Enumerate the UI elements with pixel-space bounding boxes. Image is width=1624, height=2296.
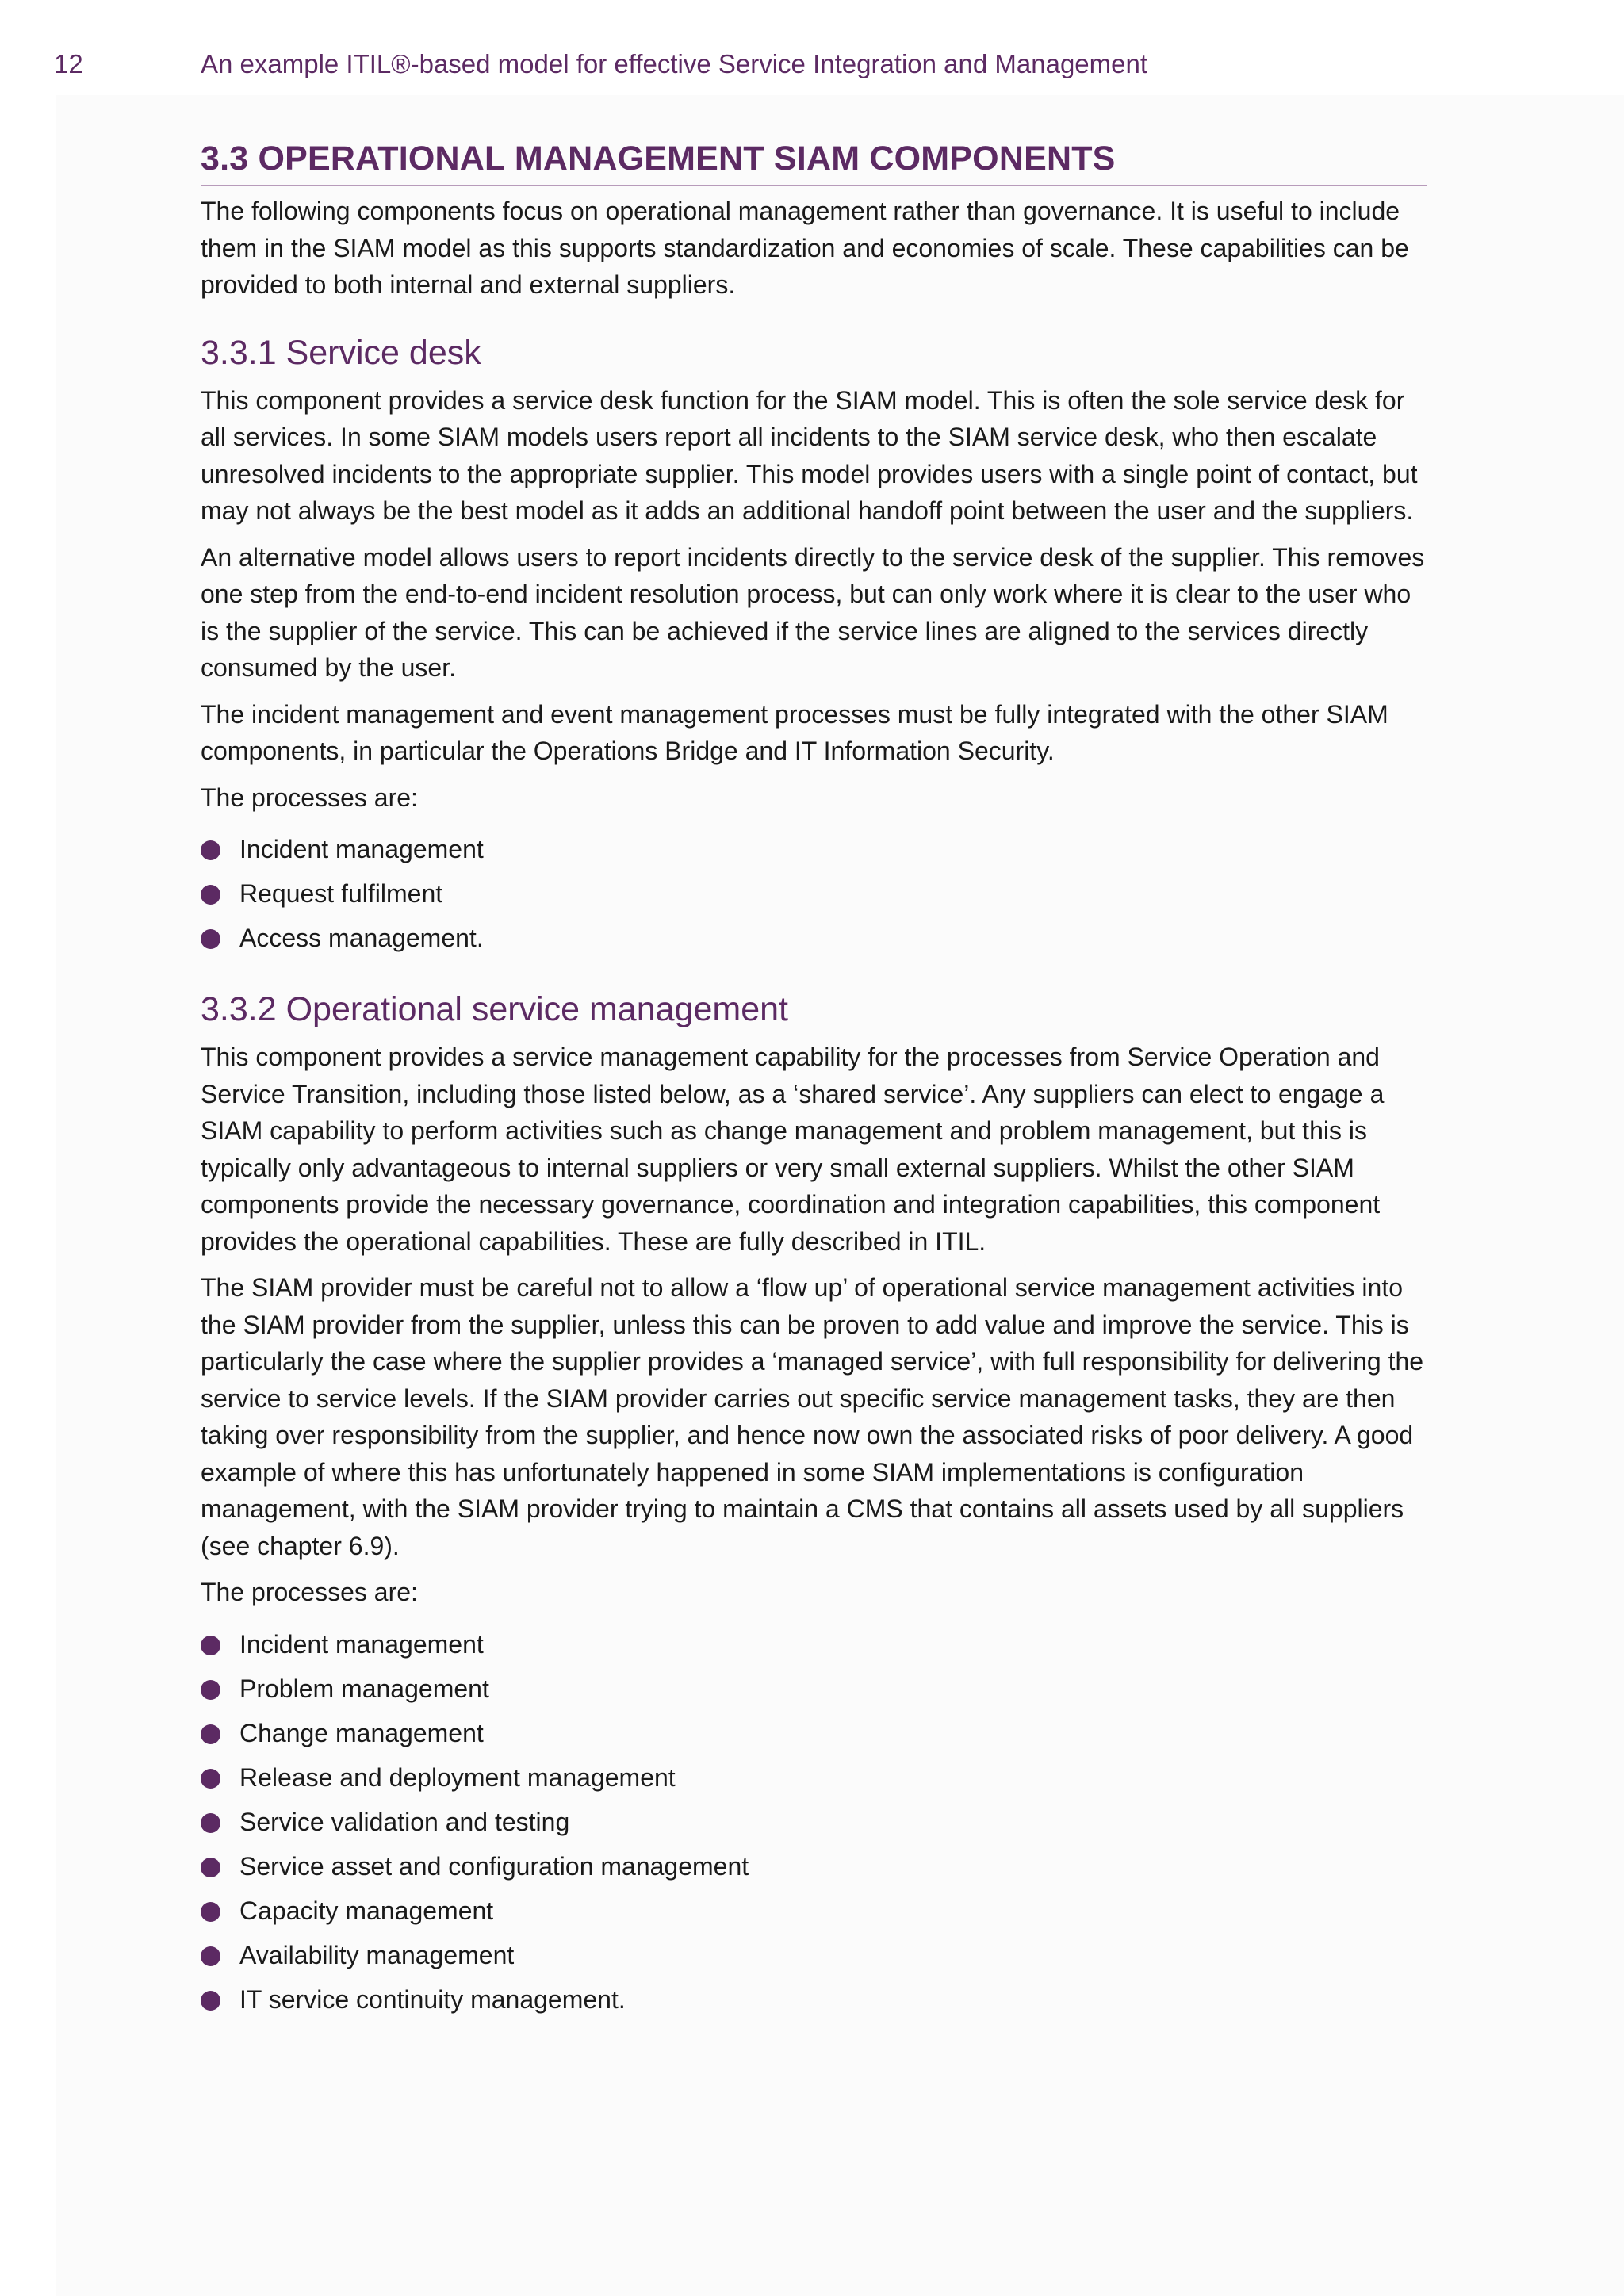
list-item-text: Capacity management [239, 1896, 494, 1925]
bullet-icon [201, 885, 220, 905]
service-desk-paragraph: This component provides a service desk function for the SIAM model. This is often the sole service desk for all services. In some SIAM models users report all incidents to the SIAM service desk, who then escalate unresolved incidents to the appropriate supplier. This model provides users with a single point of contact, but may not always be the best model as it adds an additional handoff point between the user and the suppliers. [201, 385, 1418, 525]
running-title: An example ITIL®-based model for effective Service Integration and Management [201, 49, 1148, 78]
list-item-text: Problem management [239, 1674, 489, 1703]
operational-sm-process-list [201, 1622, 1427, 2022]
list-item-text: Release and deployment management [239, 1762, 676, 1792]
list-item [201, 827, 1427, 871]
bullet-icon [201, 1769, 220, 1789]
list-item-text: Service validation and testing [239, 1807, 570, 1836]
bullet-icon [201, 1858, 220, 1877]
service-desk-heading: 3.3.1 Service desk [201, 333, 481, 372]
running-header [0, 49, 1624, 84]
list-item-text: Request fulfilment [239, 879, 443, 908]
service-desk-processes-intro: The processes are: [201, 783, 418, 812]
list-item [201, 1667, 1427, 1711]
list-item [201, 1622, 1427, 1667]
operational-sm-processes-intro: The processes are: [201, 1578, 418, 1606]
list-item [201, 871, 1427, 916]
bullet-icon [201, 1813, 220, 1833]
bullet-icon [201, 1946, 220, 1966]
list-item [201, 916, 1427, 960]
operational-sm-paragraph: This component provides a service management capability for the processes from Service Operation and Service Transition, including those listed below, as a ‘shared service’. Any suppliers can elect to engage a SIAM capability to perform activities such as change management and problem management, but this is typically only advantageous to internal suppliers or very small external suppliers. Whilst the other SIAM components provide the necessary governance, coordination and integration capabilities, this component provides the operational capabilities. These are fully described in ITIL. [201, 1043, 1385, 1256]
section-title: 3.3 OPERATIONAL MANAGEMENT SIAM COMPONENTS [201, 140, 1427, 186]
list-item-text: Access management. [239, 924, 484, 952]
operational-sm-paragraph: The SIAM provider must be careful not to allow a ‘flow up’ of operational service management activities into the SIAM provider from the supplier, unless this can be proven to add value and improve the service. This is particularly the case where the supplier provides a ‘managed service’, with full responsibility for delivering the service to service levels. If the SIAM provider carries out specific service management tasks, they are then taking over responsibility from the supplier, and hence now own the associated risks of poor delivery. A good example of where this has unfortunately happened in some SIAM implementations is configuration management, with the SIAM provider trying to maintain a CMS that contains all assets used by all suppliers (see chapter 6.9). [201, 1273, 1424, 1560]
bullet-icon [201, 1680, 220, 1700]
list-item [201, 1711, 1427, 1755]
list-item-text: Incident management [239, 1629, 484, 1659]
service-desk-paragraph: The incident management and event management processes must be fully integrated with the other SIAM components, in particular the Operations Bridge and IT Information Security. [201, 699, 1388, 765]
operational-service-management-heading: 3.3.2 Operational service management [201, 990, 788, 1028]
list-item [201, 1888, 1427, 1933]
bullet-icon [201, 1636, 220, 1655]
bullet-icon [201, 1902, 220, 1922]
list-item-text: Availability management [239, 1940, 515, 1969]
bullet-icon [201, 840, 220, 860]
list-item-text: IT service continuity management. [239, 1984, 626, 2014]
bullet-icon [201, 1991, 220, 2011]
main-content [201, 140, 1427, 2022]
list-item-text: Service asset and configuration management [239, 1851, 749, 1881]
list-item [201, 1977, 1427, 2022]
list-item-text: Change management [239, 1718, 484, 1747]
service-desk-process-list [201, 827, 1427, 960]
section-intro: The following components focus on operational management rather than governance. It is useful to include them in the SIAM model as this supports standardization and economies of scale. These capabilities can be provided to both internal and external suppliers. [201, 197, 1409, 299]
list-item [201, 1844, 1427, 1888]
list-item-text: Incident management [239, 835, 484, 863]
list-item [201, 1933, 1427, 1977]
bullet-icon [201, 929, 220, 949]
service-desk-paragraph: An alternative model allows users to report incidents directly to the service desk of the supplier. This removes one step from the end-to-end incident resolution process, but can only work where it is clear to the user who is the supplier of the service. This can be achieved if the service lines are aligned to the services directly consumed by the user. [201, 542, 1425, 682]
list-item [201, 1800, 1427, 1844]
bullet-icon [201, 1724, 220, 1744]
page-number: 12 [54, 49, 83, 78]
list-item [201, 1755, 1427, 1800]
